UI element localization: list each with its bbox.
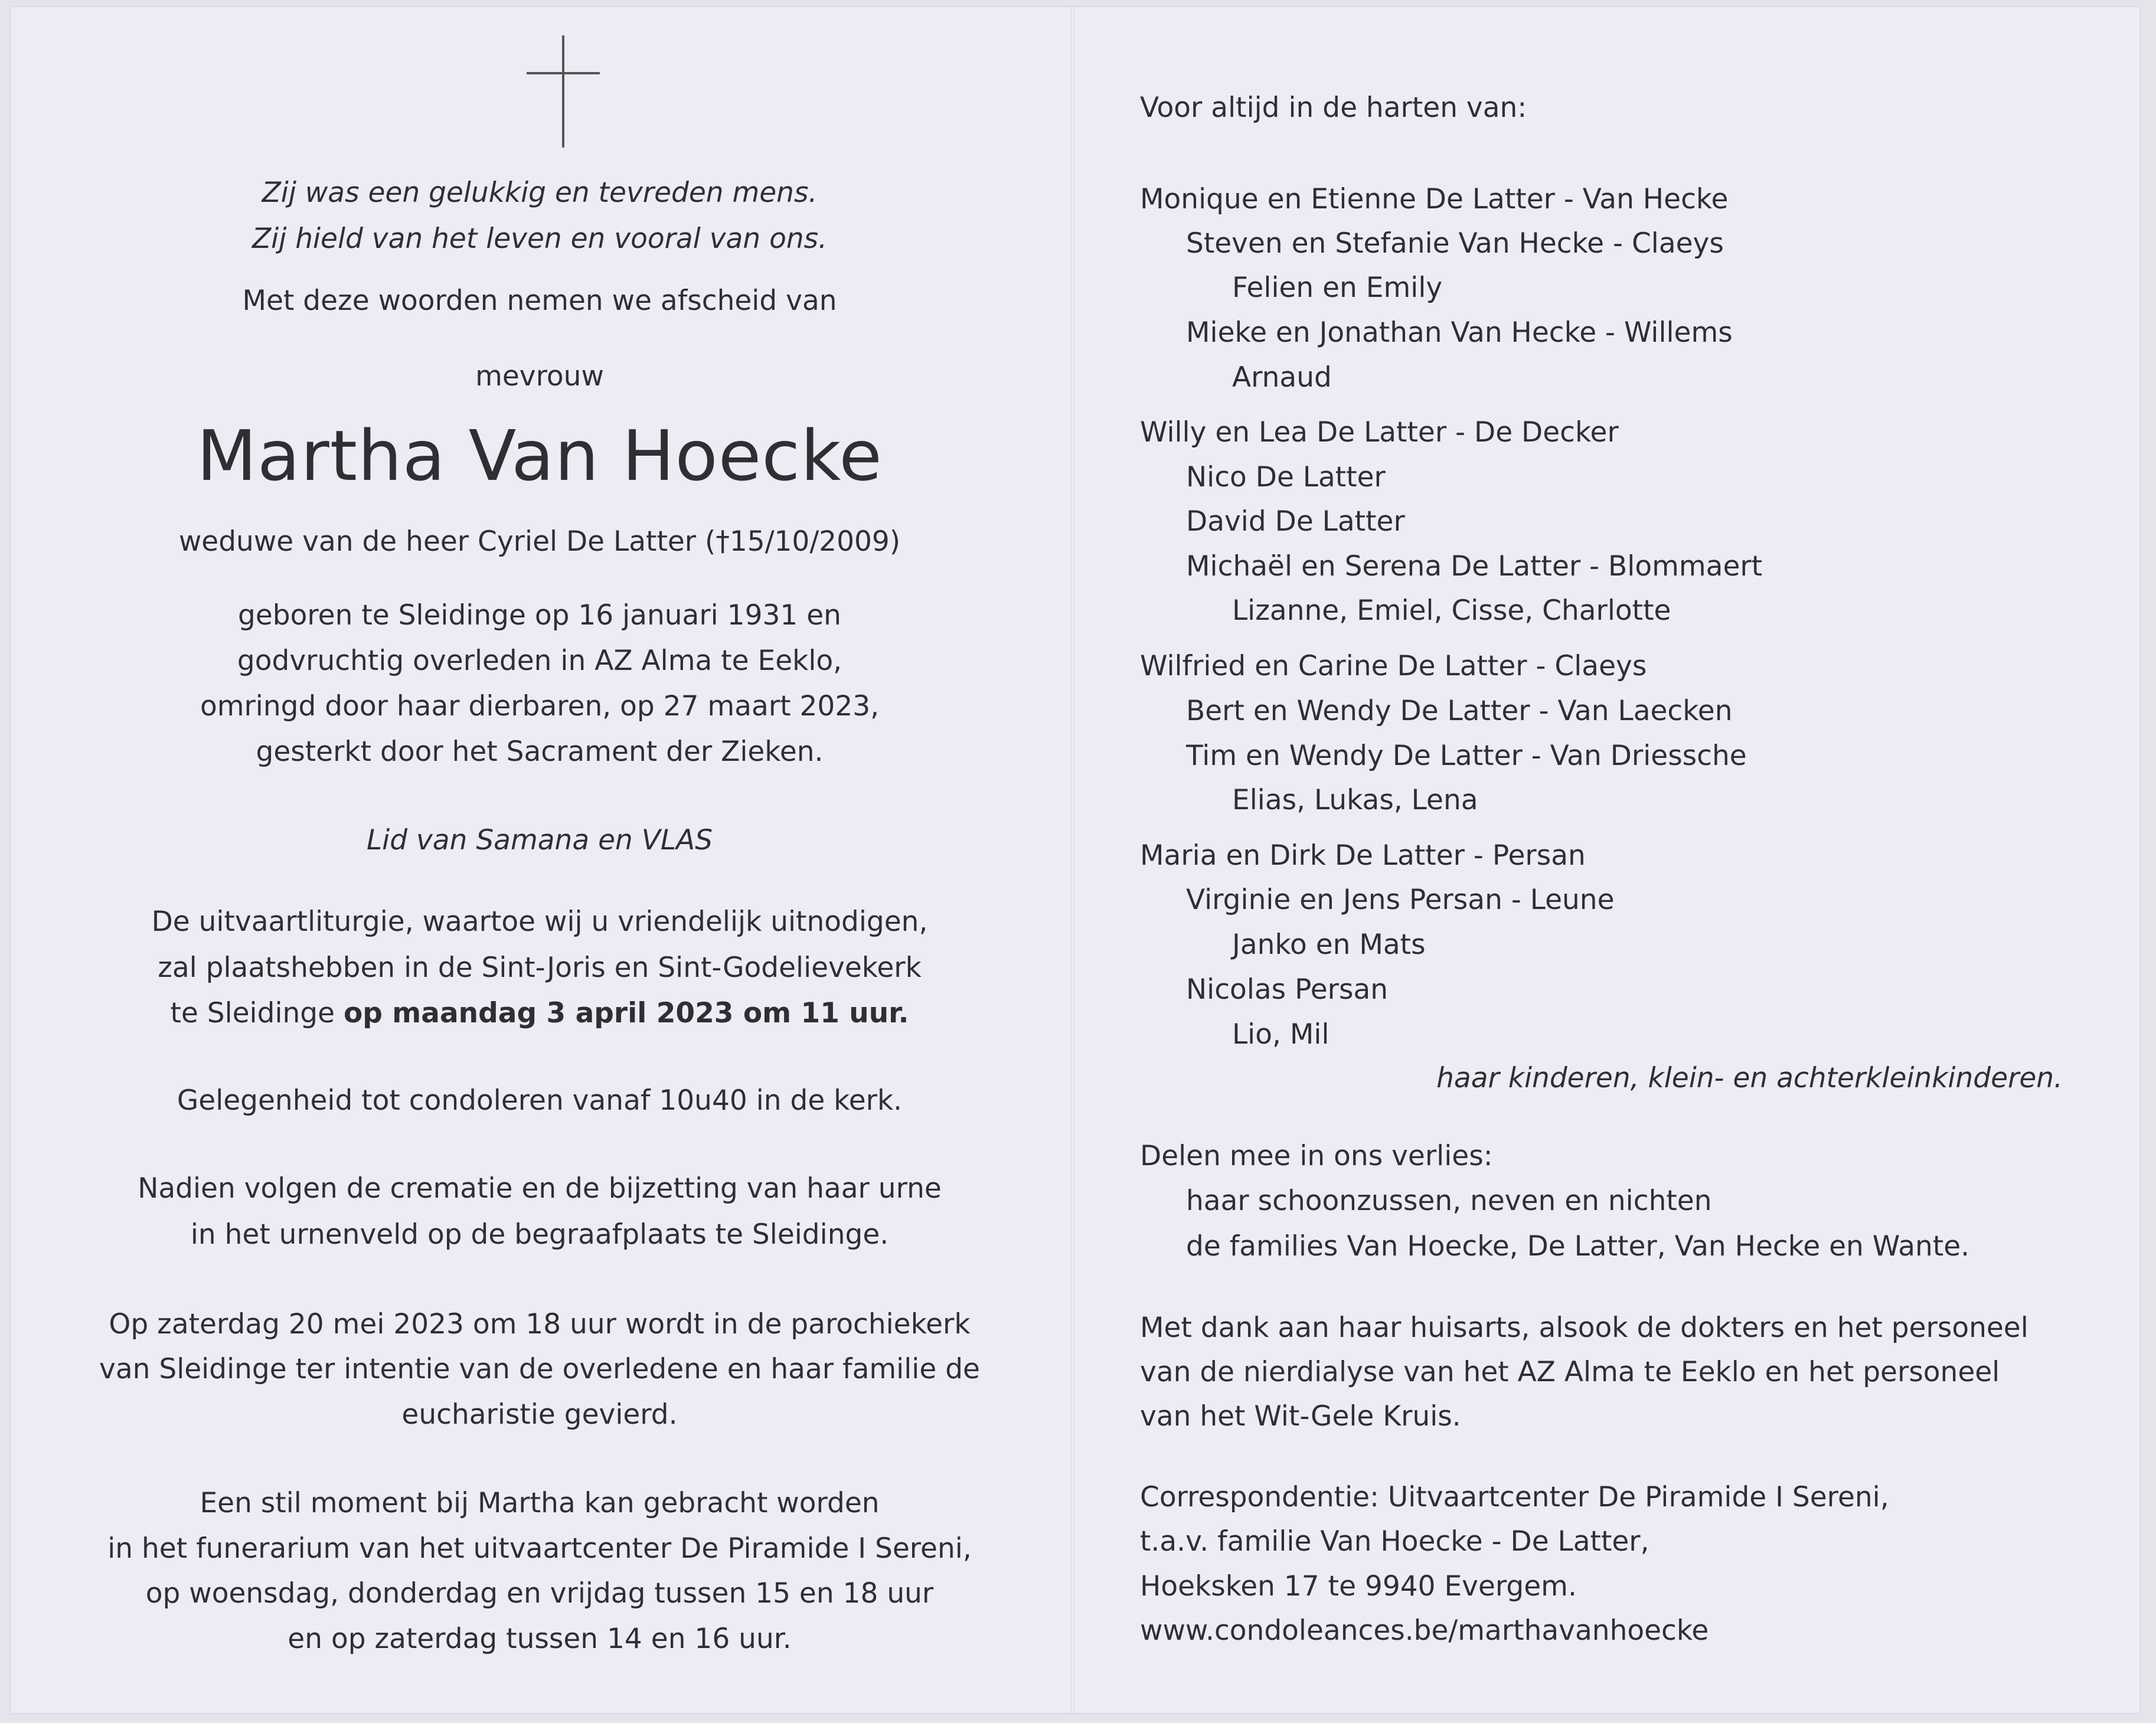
- thanks-line: Met dank aan haar huisarts, alsook de dokters en het personeel: [1140, 1312, 2028, 1344]
- cremation-line: in het urnenveld op de begraafplaats te Sleidinge.: [190, 1218, 889, 1251]
- family-member: Felien en Emily: [1232, 272, 1443, 304]
- family-member: Wilfried en Carine De Latter - Claeys: [1140, 650, 1647, 682]
- family-member: Lizanne, Emiel, Cisse, Charlotte: [1232, 594, 1671, 627]
- visit-line: in het funerarium van het uitvaartcenter De Piramide I Sereni,: [107, 1532, 972, 1565]
- share-heading: Delen mee in ons verlies:: [1140, 1140, 1493, 1172]
- quote-line: Zij hield van het leven en vooral van ons.: [251, 223, 828, 255]
- share-line: de families Van Hoecke, De Latter, Van Hecke en Wante.: [1186, 1230, 1970, 1263]
- visit-line: Een stil moment bij Martha kan gebracht worden: [200, 1487, 880, 1519]
- family-member: Lio, Mil: [1232, 1018, 1329, 1051]
- cross-icon: [527, 35, 600, 148]
- bio-line: gesterkt door het Sacrament der Zieken.: [256, 735, 824, 768]
- bio-line: omringd door haar dierbaren, op 27 maart 2023,: [200, 690, 880, 722]
- mass-line: eucharistie gevierd.: [401, 1398, 678, 1431]
- mass-line: van Sleidinge ter intentie van de overledene en haar familie de: [99, 1353, 980, 1385]
- deceased-name: Martha Van Hoecke: [197, 415, 883, 496]
- family-member: Nico De Latter: [1186, 461, 1386, 493]
- family-signature: haar kinderen, klein- en achterkleinkinderen.: [1436, 1062, 2063, 1094]
- visit-line: en op zaterdag tussen 14 en 16 uur.: [288, 1623, 792, 1655]
- family-member: Elias, Lukas, Lena: [1232, 784, 1478, 816]
- family-member: Nicolas Persan: [1186, 973, 1389, 1006]
- funeral-line: zal plaatshebben in de Sint-Joris en Sint-Godelievekerk: [158, 952, 922, 984]
- share-line: haar schoonzussen, neven en nichten: [1186, 1185, 1712, 1217]
- family-member: Michaël en Serena De Latter - Blommaert: [1186, 550, 1763, 583]
- quote-line: Zij was een gelukkig en tevreden mens.: [262, 176, 818, 209]
- family-member: David De Latter: [1186, 505, 1405, 538]
- funeral-location: te Sleidinge: [170, 997, 344, 1029]
- family-member: Tim en Wendy De Latter - Van Driessche: [1186, 740, 1747, 772]
- funeral-line: De uitvaartliturgie, waartoe wij u vriendelijk uitnodigen,: [151, 905, 928, 938]
- correspondence-line: Hoeksken 17 te 9940 Evergem.: [1140, 1570, 1577, 1603]
- memorial-card: [11, 7, 2139, 1713]
- mass-line: Op zaterdag 20 mei 2023 om 18 uur wordt in de parochiekerk: [109, 1308, 971, 1341]
- family-member: Willy en Lea De Latter - De Decker: [1140, 416, 1619, 449]
- family-heading: Voor altijd in de harten van:: [1140, 91, 1527, 124]
- membership: Lid van Samana en VLAS: [366, 824, 713, 856]
- widow-line: weduwe van de heer Cyriel De Latter (†15/10/2009): [178, 525, 901, 558]
- family-member: Virginie en Jens Persan - Leune: [1186, 884, 1615, 916]
- thanks-line: van het Wit-Gele Kruis.: [1140, 1400, 1461, 1433]
- right-panel: [1073, 7, 2139, 1713]
- family-member: Janko en Mats: [1232, 928, 1426, 961]
- family-member: Bert en Wendy De Latter - Van Laecken: [1186, 695, 1733, 727]
- left-panel: [11, 7, 1069, 1713]
- funeral-datetime: op maandag 3 april 2023 om 11 uur.: [343, 997, 909, 1029]
- thanks-line: van de nierdialyse van het AZ Alma te Eeklo en het personeel: [1140, 1356, 2000, 1388]
- condolence-info: Gelegenheid tot condoleren vanaf 10u40 in de kerk.: [177, 1084, 903, 1117]
- family-member: Maria en Dirk De Latter - Persan: [1140, 839, 1586, 872]
- correspondence-line: t.a.v. familie Van Hoecke - De Latter,: [1140, 1525, 1649, 1558]
- honorific: mevrouw: [475, 360, 604, 393]
- bio-line: godvruchtig overleden in AZ Alma te Eeklo,: [237, 645, 842, 677]
- condolence-url: www.condoleances.be/marthavanhoecke: [1140, 1614, 1709, 1647]
- family-member: Steven en Stefanie Van Hecke - Claeys: [1186, 227, 1724, 260]
- family-member: Arnaud: [1232, 361, 1332, 394]
- family-member: Mieke en Jonathan Van Hecke - Willems: [1186, 316, 1733, 349]
- family-member: Monique en Etienne De Latter - Van Hecke: [1140, 183, 1729, 215]
- correspondence-line: Correspondentie: Uitvaartcenter De Piramide I Sereni,: [1140, 1481, 1889, 1513]
- visit-line: op woensdag, donderdag en vrijdag tussen 15 en 18 uur: [145, 1577, 934, 1610]
- funeral-line: [11, 996, 1069, 1031]
- intro-text: Met deze woorden nemen we afscheid van: [242, 285, 837, 317]
- bio-line: geboren te Sleidinge op 16 januari 1931 en: [238, 599, 841, 632]
- cremation-line: Nadien volgen de crematie en de bijzetting van haar urne: [138, 1172, 942, 1205]
